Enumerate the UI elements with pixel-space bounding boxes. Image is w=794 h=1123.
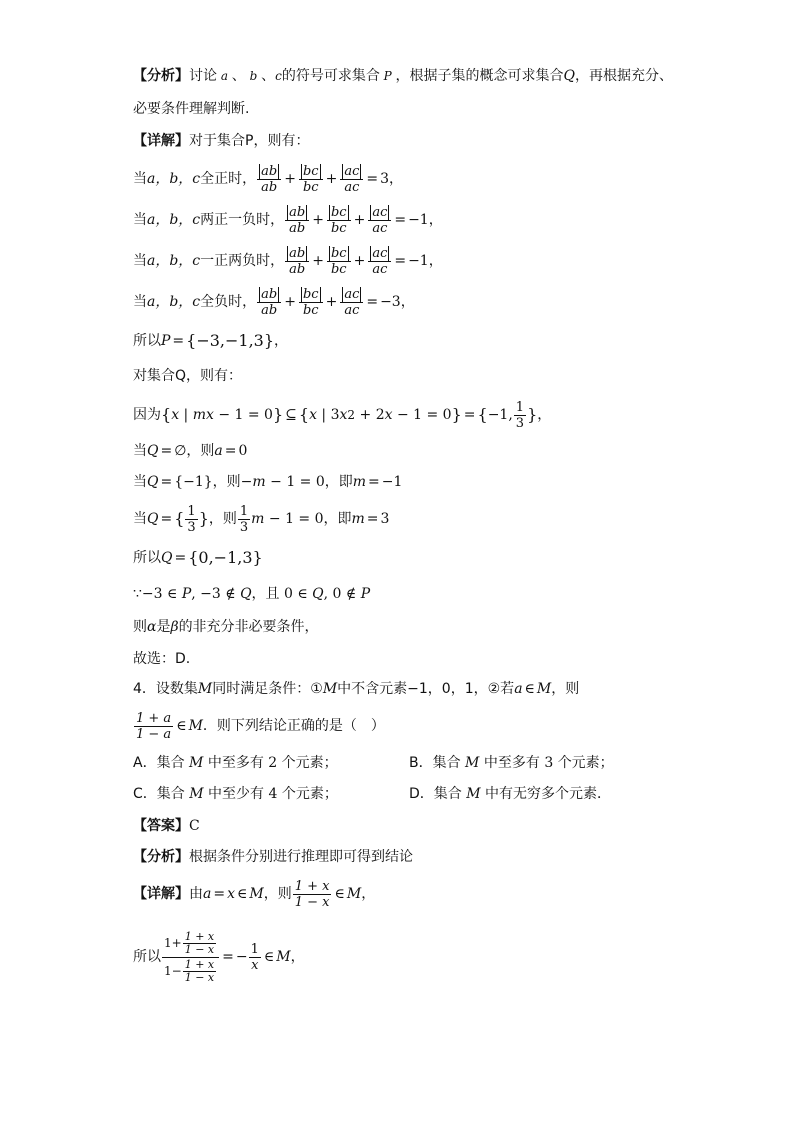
q-set-line: 所以 Q = {0,−1,3}: [133, 548, 263, 567]
text: ，则: [186, 443, 215, 459]
q-case-line: 当 Q = {−1} ，则 − m − 1 = 0 ，即 m = −1: [133, 474, 403, 490]
text: 中至少有: [208, 786, 265, 802]
text: 两正一负时，: [200, 212, 285, 228]
case-result: −1: [408, 253, 429, 269]
text: 个元素；: [281, 786, 338, 802]
text: ，则: [263, 886, 292, 902]
text: ．则下列结论正确的是（ ）: [202, 718, 385, 734]
text: D．集合: [409, 786, 462, 802]
case-row: 当 a，b，c 全正时， $\frac{ab}{ab}$ + $\frac{bc}{bc}$ + $\frac{ac}{ac}$ = 3 ，: [133, 163, 403, 195]
text: 对于集合P，则有：: [189, 133, 310, 149]
answer-tag: 【答案】: [133, 818, 189, 834]
choice-line: [133, 649, 190, 669]
q-case-line: 当 Q = { $\frac{1}{3}$ } ，则 $\frac{1}{3}$ m − 1 = 0 ，即 m = 3: [133, 503, 390, 535]
text: ，即: [324, 474, 353, 490]
text: 同时满足条件：①: [212, 681, 323, 697]
text: a，b，c: [147, 294, 201, 310]
p-set-line: 所以 P = {−3,−1,3} ，: [133, 331, 289, 350]
text: C．集合: [133, 786, 185, 802]
text: 2: [268, 755, 278, 771]
p-set: {−3,−1,3}: [186, 331, 275, 350]
text: A．集合: [133, 755, 185, 771]
text: ，即: [323, 511, 352, 527]
q4-complex-line: 所以 1+ $\frac{1 + x}{1 - x}$ 1− $\frac{1 + x}{1 - x}$ = − $\frac{1}{x}$ ∈ M ，: [133, 929, 305, 984]
since-line: ∵ −3 ∈ P , −3 ∉ Q ，且 0 ∈ Q , 0 ∉ P: [133, 586, 371, 602]
text: 当: [133, 474, 147, 490]
text: 当: [133, 212, 147, 228]
q-intro-line: [133, 366, 242, 386]
text: 4．设数集: [133, 681, 198, 697]
q4-analysis-line: [133, 847, 413, 867]
text: a，b，c: [147, 171, 201, 187]
q4-detail-line: 【详解】 由 a = x ∈ M ，则 $\frac{1 + x}{1 - x}$ ∈ M ，: [133, 878, 376, 910]
text: 中至多有: [483, 755, 540, 771]
question-4-stem-2: $\frac{1 + a}{1 - a}$ ∈ M ．则下列结论正确的是（ ）: [136, 710, 385, 742]
text: 所以: [133, 949, 161, 965]
text: 个元素；: [281, 755, 338, 771]
case-result: −3: [380, 294, 401, 310]
text: 的符号可求集合: [281, 68, 380, 84]
text: 4: [268, 786, 278, 802]
case-row: 当 a，b，c 全负时， $\frac{ab}{ab}$ + $\frac{bc}{bc}$ + $\frac{ac}{ac}$ = −3 ，: [133, 286, 415, 318]
because-line: 因为 { x | mx − 1 = 0 } ⊆ { x | 3 x 2 + 2 x − 1 = 0 } = { −1, $\frac{1}{3}$ } ，: [133, 399, 552, 431]
answer-line: [133, 816, 200, 836]
text: 所以: [133, 550, 161, 566]
text: −1，0，1，②若: [407, 681, 515, 697]
option-c[interactable]: C．集合 M 中至少有 4 个元素；: [133, 786, 338, 802]
case-row: 当 a，b，c 一正两负时， $\frac{ab}{ab}$ + $\frac{bc}{bc}$ + $\frac{ac}{ac}$ = −1 ，: [133, 245, 443, 277]
text: 当: [133, 511, 147, 527]
detail-tag: 【详解】: [133, 886, 189, 902]
analysis-tag: 【分析】: [133, 849, 189, 865]
text: a，b，c: [147, 253, 201, 269]
text: 所以: [133, 333, 161, 349]
conclusion-line: 则 α 是 β 的非充分非必要条件，: [133, 619, 319, 635]
option-d[interactable]: D．集合 M 中有无穷多个元素．: [409, 786, 612, 802]
case-result: −1: [408, 212, 429, 228]
detail-tag: 【详解】: [133, 133, 189, 149]
text: 的非充分非必要条件，: [178, 619, 319, 635]
text: ，根据子集的概念可求集合: [395, 68, 564, 84]
case-row: 当 a，b，c 两正一负时， $\frac{ab}{ab}$ + $\frac{bc}{bc}$ + $\frac{ac}{ac}$ = −1 ，: [133, 204, 443, 236]
text: 全正时，: [200, 171, 257, 187]
text: 根据条件分别进行推理即可得到结论: [189, 849, 413, 865]
text: 中不含元素: [337, 681, 408, 697]
question-4-stem: 4．设数集 M 同时满足条件：① M 中不含元素 −1，0，1，②若 a ∈ M ，则: [133, 681, 580, 697]
answer-choice: 故选：D.: [133, 651, 191, 667]
q-set: {0,−1,3}: [188, 548, 263, 567]
q-case-line: 当 Q = ∅ ，则 a = 0: [133, 443, 248, 459]
text: ，再根据充分、: [575, 68, 674, 84]
analysis-line-2: [133, 99, 249, 119]
text: 因为: [133, 407, 161, 423]
analysis-line-1: 【分析】 讨论 a 、 b 、 c 的符号可求集合 P ，根据子集的概念可求集合 Q ，再根据充分、: [133, 68, 674, 84]
analysis-tag: 【分析】: [133, 68, 189, 84]
text: 是: [156, 619, 171, 635]
text: 3: [544, 755, 554, 771]
text: a，b，c: [147, 212, 201, 228]
text: 由: [189, 886, 203, 902]
text: 必要条件理解判断.: [133, 101, 250, 117]
text: 当: [133, 253, 147, 269]
answer-value: C: [189, 818, 200, 834]
text: ，则: [208, 511, 237, 527]
text: 一正两负时，: [200, 253, 285, 269]
text: 中有无穷多个元素．: [485, 786, 612, 802]
text: 当: [133, 443, 147, 459]
text: 中至多有: [207, 755, 264, 771]
text: 对集合Q，则有：: [133, 368, 243, 384]
option-b[interactable]: B．集合 M 中至多有 3 个元素；: [409, 755, 614, 771]
text: 当: [133, 294, 147, 310]
option-a[interactable]: A．集合 M 中至多有 2 个元素；: [133, 755, 338, 771]
text: 当: [133, 171, 147, 187]
text: B．集合: [409, 755, 461, 771]
text: ，且: [251, 586, 280, 602]
case-result: 3: [380, 171, 389, 187]
text: ，则: [551, 681, 580, 697]
detail-line: [133, 131, 309, 151]
text: 全负时，: [200, 294, 257, 310]
text: 个元素；: [557, 755, 614, 771]
text: ，则: [212, 474, 241, 490]
text: 讨论: [189, 68, 217, 84]
